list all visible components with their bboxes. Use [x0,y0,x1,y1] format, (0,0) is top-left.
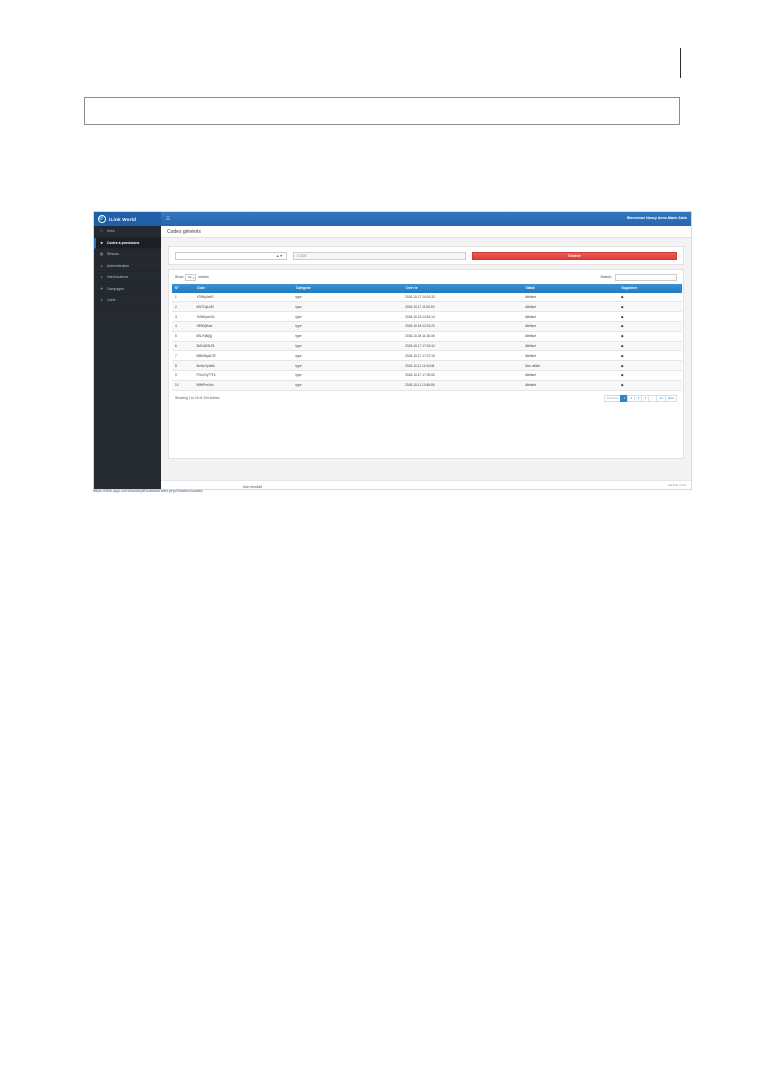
cell-status: Attribué [522,370,618,380]
cell-status: Attribué [522,322,618,332]
browser-status-url: https://ilink-app.com/hockeyffhcdmla/index.php/Gestion/codes [93,488,203,493]
cell-code: 3MCaDSLRt [194,341,293,351]
cell-created: 2018-10-17 14:01:33 [402,293,522,302]
cell-category: type [292,293,402,302]
cell-status: Attribué [522,351,618,361]
entries-label: entries [198,275,209,280]
cell-number: 4 [172,322,194,332]
cell-status: Attribué [522,312,618,322]
cell-code: MBkSkpdC3F [194,351,293,361]
trash-icon[interactable]: ◆ [618,302,682,312]
generation-form [169,247,683,265]
cell-number: 6 [172,341,194,351]
table-row[interactable] [172,302,682,312]
cell-code: 8SLFqNjQj [194,331,293,341]
page-length-value: 10 [187,275,192,280]
generation-panel [168,246,684,265]
sidebar-item-label: Interlocuteurs [107,275,129,280]
trash-icon[interactable]: ◆ [618,370,682,380]
text-cursor [680,48,681,78]
trash-icon[interactable]: ◆ [618,293,682,302]
cell-category: type [292,322,402,332]
page-title: Codes générés [167,228,201,235]
show-label: Show [175,275,184,280]
col-header-category[interactable]: Catégorie [292,284,402,293]
page-length-control [175,274,209,281]
globe-icon [98,215,106,223]
top-navbar [94,212,691,226]
cell-category: type [292,302,402,312]
pagination [604,395,677,402]
table-footer [169,391,683,406]
table-row[interactable] [172,293,682,302]
page-ellipsis: … [648,395,656,402]
cell-code: TuWKpwVJc [194,312,293,322]
application-screenshot [93,211,692,490]
cell-status: Non utilisé [522,361,618,371]
table-row[interactable] [172,312,682,322]
search-label: Search: [600,275,612,280]
cell-category: type [292,331,402,341]
sidebar-item-label: Codes à provisions [107,240,140,245]
table-header-row [172,284,682,293]
table-row[interactable] [172,380,682,390]
page-4[interactable]: 4 [641,395,648,402]
cell-category: type [292,380,402,390]
sidebar-item-campagne[interactable] [94,284,161,296]
page-next[interactable]: Next [665,395,677,402]
trash-icon[interactable]: ◆ [618,312,682,322]
pin-icon: ● [100,298,103,303]
cell-status: Attribué [522,341,618,351]
flag-icon: ⚑ [99,286,104,291]
trash-icon[interactable]: ◆ [618,351,682,361]
app-footer [161,480,691,489]
sidebar-item-infos[interactable] [94,226,161,238]
cell-number: 7 [172,351,194,361]
col-header-code[interactable]: Code [194,284,293,293]
trash-icon[interactable]: ◆ [618,361,682,371]
col-header-number[interactable]: N° [172,284,194,293]
code-input[interactable] [293,252,466,260]
table-row[interactable] [172,322,682,332]
page-1[interactable]: 1 [620,395,627,402]
codes-table [172,284,682,391]
sidebar-item-carte[interactable] [94,295,161,307]
users-icon: ● [100,275,103,280]
cell-status: Attribué [522,293,618,302]
cell-number: 10 [172,380,194,390]
page-previous[interactable]: Previous [604,395,621,402]
cell-number: 8 [172,361,194,371]
cell-status: Attribué [522,331,618,341]
page-14[interactable]: 14 [656,395,664,402]
table-row[interactable] [172,370,682,380]
sidebar-item-administration[interactable] [94,261,161,273]
hamburger-icon[interactable]: ☰ [166,216,171,221]
page-header [161,226,691,238]
sidebar-item-label: Infos [107,229,115,234]
table-row[interactable] [172,361,682,371]
cell-created: 2018-10-04 11:16:36 [402,331,522,341]
search-input[interactable] [615,274,677,281]
cell-number: 1 [172,293,194,302]
sidebar-item-label: Réseau [107,252,120,257]
table-row[interactable] [172,341,682,351]
trash-icon[interactable]: ◆ [618,331,682,341]
cell-code: 5mNcVpnMn [194,361,293,371]
category-select[interactable] [175,252,287,260]
trash-icon[interactable]: ◆ [618,341,682,351]
codes-table-panel [168,269,684,459]
cell-number: 5 [172,331,194,341]
brand-title: iLink World [109,216,137,222]
grid-icon: ■ [100,240,103,245]
home-icon: ☖ [99,229,104,234]
cell-number: 3 [172,312,194,322]
chevron-updown-icon: ▲▼ [275,254,283,259]
sidebar-item-label: Campagne [107,286,125,291]
cell-created: 2018-10-17 17:00:53 [402,370,522,380]
generate-button[interactable]: Générer [472,252,677,260]
cell-code: YDWpUwfG [194,293,293,302]
main-content [161,226,691,489]
table-head [172,284,682,293]
cell-status: Attribué [522,380,618,390]
chevron-down-icon: ▾ [192,275,195,280]
sidebar-item-codes[interactable] [94,238,161,250]
cell-category: type [292,351,402,361]
sidebar [94,226,161,489]
app-version: Version 2.0.0 [667,483,686,487]
table-row[interactable] [172,331,682,341]
col-header-created[interactable]: Créer le [402,284,522,293]
cell-category: type [292,370,402,380]
table-row[interactable] [172,351,682,361]
cell-code: PGx47qTTFk [194,370,293,380]
cell-created: 2018-10-11 11:04:08 [402,361,522,371]
trash-icon[interactable]: ◆ [618,322,682,332]
page-length-select[interactable] [185,274,196,281]
col-header-delete[interactable]: Supprimer [618,284,682,293]
document-outline-box [84,97,680,125]
cell-status: Attribué [522,302,618,312]
cell-created: 2018-10-11 10:48:08 [402,380,522,390]
cell-created: 2018-10-17 17:02:44 [402,341,522,351]
browser-status-note: Non résolutif [243,485,263,489]
cell-created: 2018-10-15 14:51:14 [402,312,522,322]
brand-logo-area[interactable] [94,212,161,226]
page-2[interactable]: 2 [627,395,634,402]
cell-code: 6WTGyLbM [194,302,293,312]
sidebar-item-reseau[interactable] [94,249,161,261]
cell-code: MWfPnxYuc [194,380,293,390]
cell-created: 2018-10-18 12:01:20 [402,322,522,332]
chart-icon: ▩ [99,252,104,257]
table-info: Showing 1 to 10 of 134 entries [175,396,220,400]
trash-icon[interactable]: ◆ [618,380,682,390]
col-header-status[interactable]: Statut [522,284,618,293]
table-body [172,293,682,390]
search-control [600,274,677,281]
sidebar-item-interlocuteurs[interactable] [94,272,161,284]
table-controls [169,270,683,284]
sidebar-item-label: Carte [107,298,116,303]
user-greeting[interactable]: Bienvenue Nancy Anne-Marie Alain [626,216,687,221]
cell-category: type [292,341,402,351]
cell-category: type [292,361,402,371]
cell-created: 2018-10-17 11:53:00 [402,302,522,312]
cell-number: 9 [172,370,194,380]
page-3[interactable]: 3 [634,395,641,402]
cell-created: 2018-10-17 17:07:15 [402,351,522,361]
cell-category: type [292,312,402,322]
sidebar-item-label: Administration [107,263,130,268]
cell-number: 2 [172,302,194,312]
cell-code: VfRkVjKsw [194,322,293,332]
user-icon: ● [100,263,103,268]
code-input-placeholder: CODE [297,254,307,258]
